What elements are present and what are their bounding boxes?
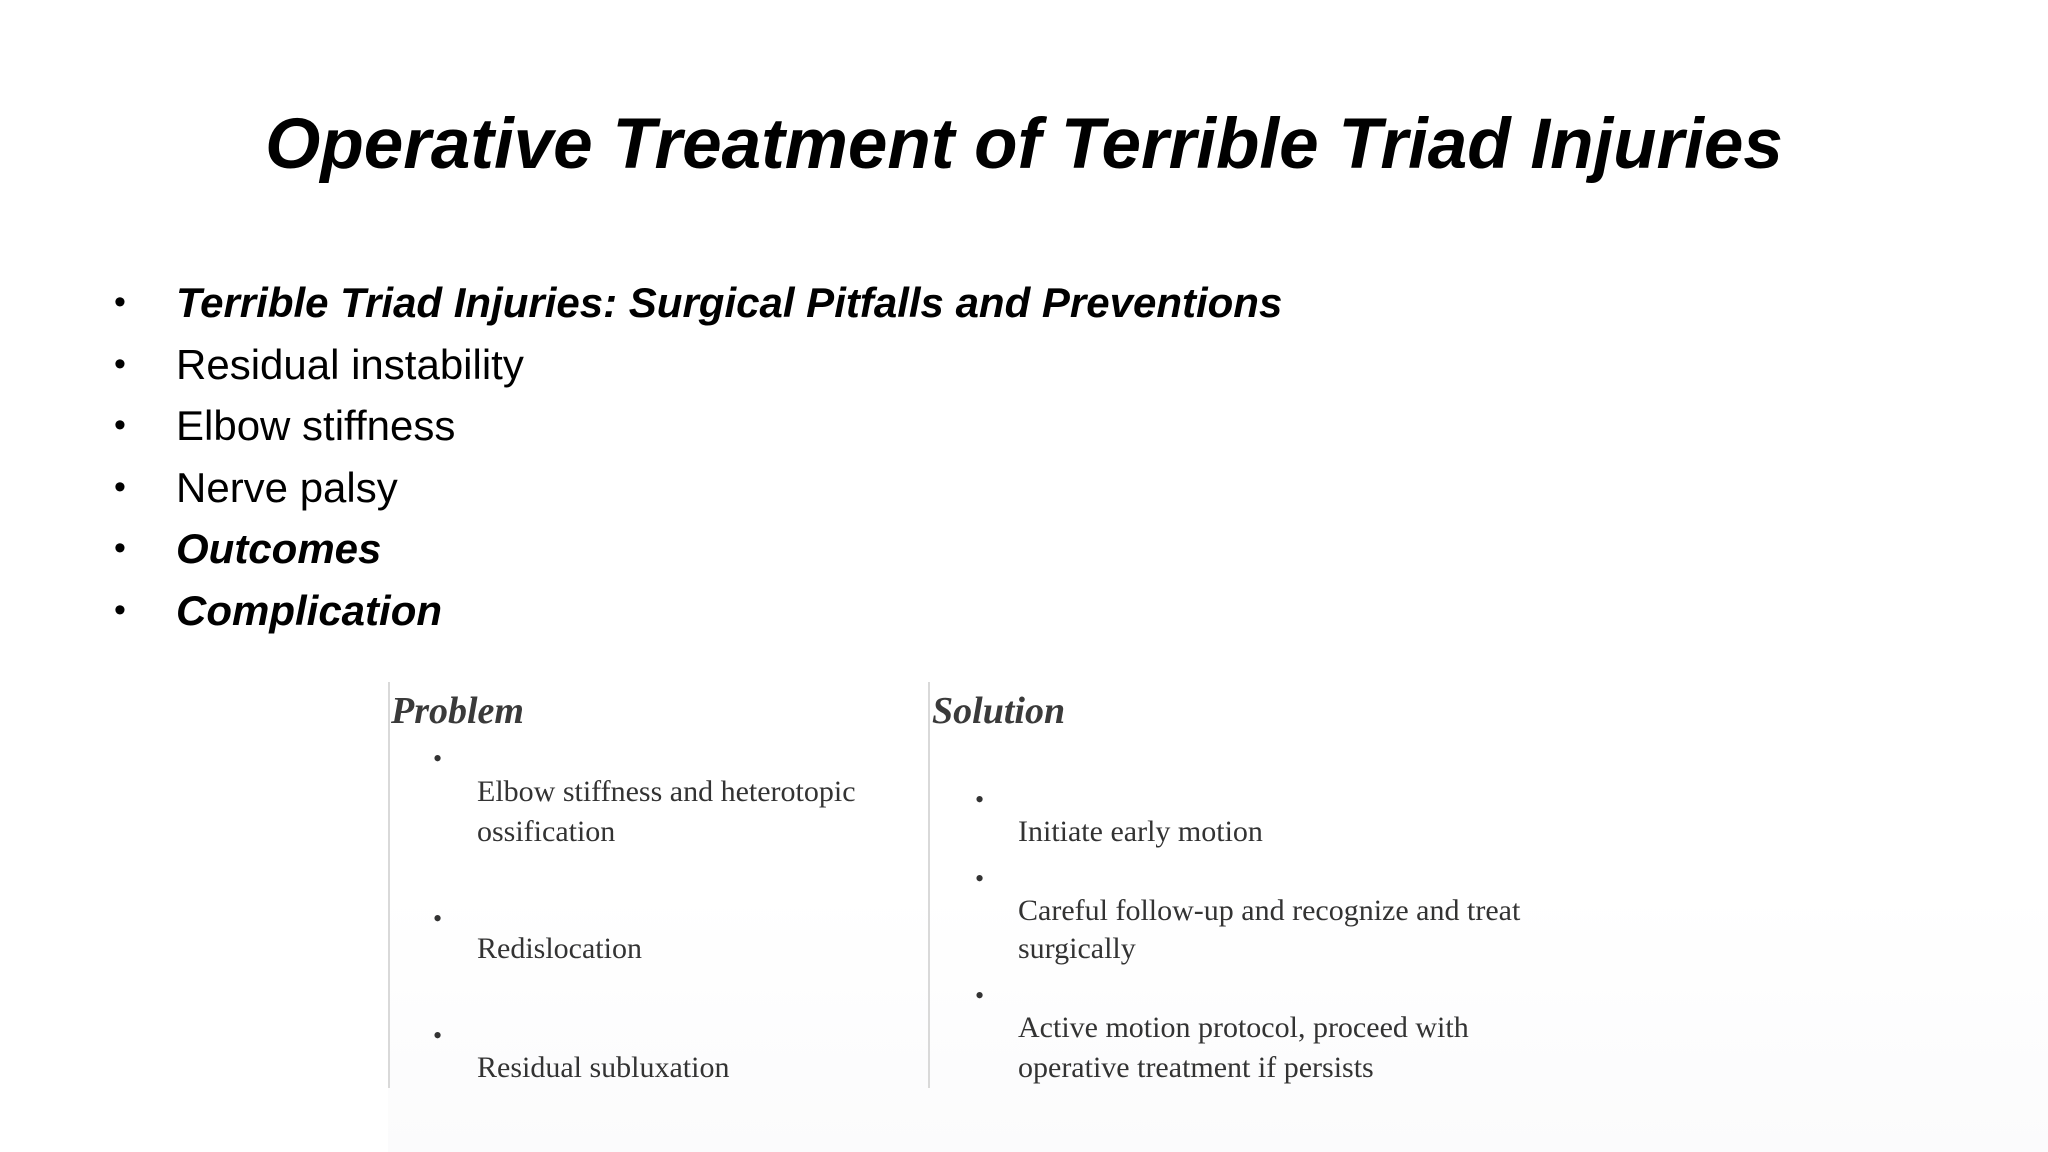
- bullet-dot-icon: •: [114, 529, 126, 567]
- table-bullet-icon: •: [433, 744, 443, 773]
- bullet-dot-icon: •: [114, 467, 126, 506]
- bullet-text: Complication: [176, 586, 443, 634]
- table-left-rule: [388, 682, 390, 1088]
- bullet-dot-icon: •: [114, 590, 126, 629]
- table-bullet-icon: •: [975, 864, 985, 893]
- problem-header: Problem: [391, 690, 524, 732]
- table-bullet-icon: •: [975, 981, 985, 1010]
- bullet-text: Elbow stiffness: [176, 402, 456, 449]
- bullet-text: Outcomes: [176, 525, 382, 572]
- solution-cell-line: surgically: [1018, 932, 1136, 965]
- problem-cell-line: Residual subluxation: [477, 1051, 730, 1084]
- bullet-dot-icon: •: [114, 406, 126, 444]
- solution-cell-line: Careful follow-up and recognize and treat: [1018, 894, 1521, 927]
- solution-cell-line: operative treatment if persists: [1018, 1051, 1374, 1084]
- solution-header: Solution: [932, 690, 1066, 732]
- bullet-text: Residual instability: [176, 340, 524, 388]
- table-bullet-icon: •: [975, 785, 985, 814]
- problem-cell-line: ossification: [477, 815, 616, 848]
- table-bullet-icon: •: [433, 1021, 443, 1050]
- problem-cell-line: Redislocation: [477, 932, 642, 965]
- problem-solution-table: [388, 680, 2048, 1152]
- solution-cell-line: Initiate early motion: [1018, 815, 1263, 848]
- bullet-text: Terrible Triad Injuries: Surgical Pitfalls and Preventions: [176, 279, 1283, 326]
- problem-cell-line: Elbow stiffness and heterotopic: [477, 775, 856, 808]
- table-column-divider: [928, 682, 930, 1088]
- slide-title: Operative Treatment of Terrible Triad Injuries: [265, 105, 1783, 184]
- bullet-text: Nerve palsy: [176, 463, 398, 511]
- table-bullet-icon: •: [433, 904, 443, 933]
- bullet-dot-icon: •: [114, 344, 126, 383]
- solution-cell-line: Active motion protocol, proceed with: [1018, 1011, 1469, 1044]
- bullet-dot-icon: •: [114, 283, 126, 321]
